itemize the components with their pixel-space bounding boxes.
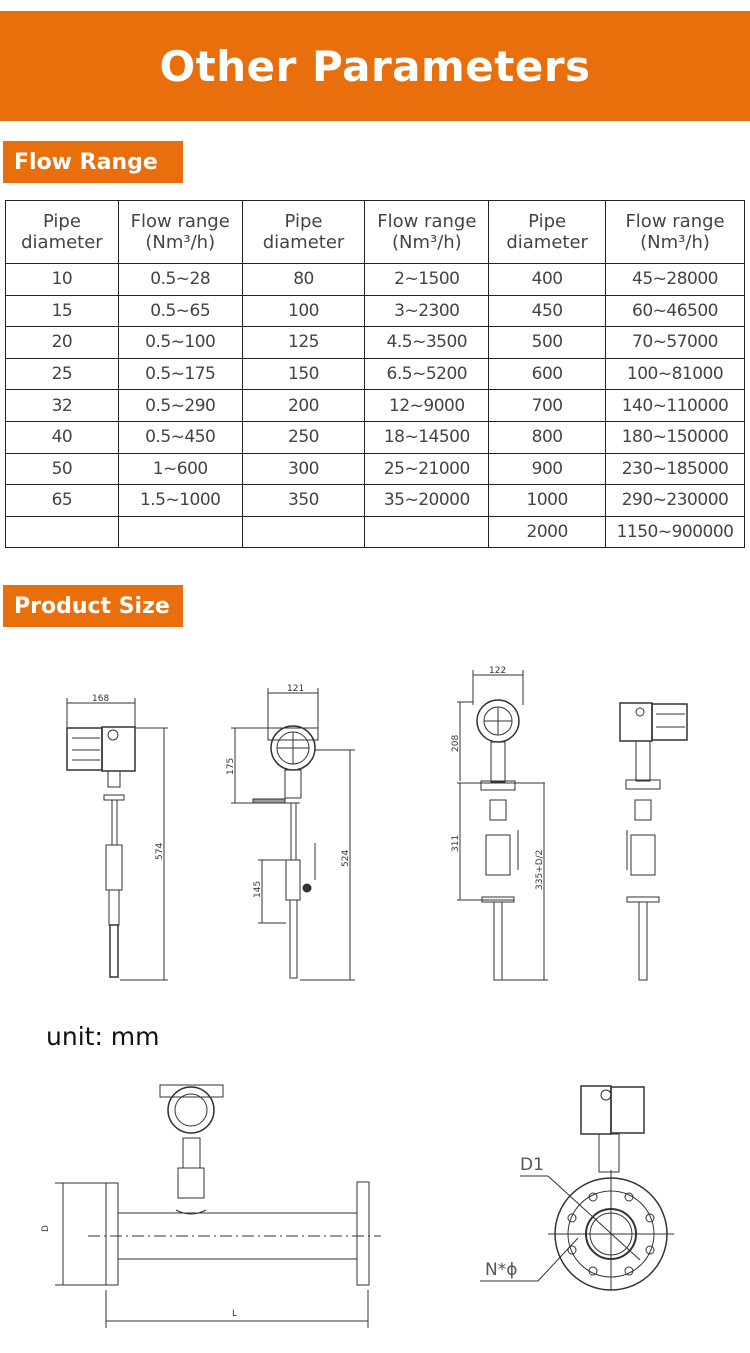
header-pipe-diameter: Pipe diameter	[242, 201, 365, 264]
cell-flow-range: 1.5~1000	[118, 485, 242, 517]
drawing-side-view-4	[620, 703, 687, 980]
cell-flow-range: 1150~900000	[606, 516, 745, 548]
svg-text:311: 311	[451, 834, 461, 852]
cell-pipe-diameter: 125	[242, 327, 365, 359]
cell-flow-range: 70~57000	[606, 327, 745, 359]
drawing-flange-front	[480, 1086, 674, 1290]
svg-text:175: 175	[226, 757, 236, 775]
drawing-side-view-1	[67, 694, 168, 980]
svg-text:574: 574	[155, 842, 165, 860]
cell-pipe-diameter: 20	[6, 327, 119, 359]
cell-pipe-diameter: 10	[6, 264, 119, 296]
section-label-product-size: Product Size	[3, 585, 183, 627]
header-pipe-diameter: Pipe diameter	[489, 201, 606, 264]
cell-pipe-diameter: 80	[242, 264, 365, 296]
svg-text:208: 208	[451, 734, 461, 752]
cell-pipe-diameter: 40	[6, 421, 119, 453]
cell-pipe-diameter: 600	[489, 358, 606, 390]
cell-pipe-diameter: 100	[242, 295, 365, 327]
cell-flow-range: 35~20000	[365, 485, 489, 517]
cell-flow-range: 140~110000	[606, 390, 745, 422]
cell-flow-range: 100~81000	[606, 358, 745, 390]
cell-flow-range: 0.5~175	[118, 358, 242, 390]
header-pipe-diameter: Pipe diameter	[6, 201, 119, 264]
cell-flow-range: 0.5~290	[118, 390, 242, 422]
cell-pipe-diameter: 150	[242, 358, 365, 390]
page-title: Other Parameters	[159, 41, 591, 91]
cell-flow-range: 230~185000	[606, 453, 745, 485]
svg-text:524: 524	[341, 849, 351, 867]
svg-text:D: D	[41, 1225, 51, 1232]
cell-pipe-diameter: 15	[6, 295, 119, 327]
cell-pipe-diameter: 2000	[489, 516, 606, 548]
cell-pipe-diameter: 200	[242, 390, 365, 422]
cell-pipe-diameter: 50	[6, 453, 119, 485]
svg-text:335+D/2: 335+D/2	[535, 849, 545, 890]
cell-flow-range: 12~9000	[365, 390, 489, 422]
svg-text:168: 168	[92, 694, 110, 704]
cell-flow-range: 0.5~450	[118, 421, 242, 453]
cell-flow-range: 25~21000	[365, 453, 489, 485]
drawing-front-view-3	[451, 666, 548, 980]
cell-pipe-diameter: 500	[489, 327, 606, 359]
cell-flow-range: 4.5~3500	[365, 327, 489, 359]
cell-pipe-diameter: 300	[242, 453, 365, 485]
cell-pipe-diameter: 450	[489, 295, 606, 327]
cell-pipe-diameter: 1000	[489, 485, 606, 517]
cell-flow-range: 6.5~5200	[365, 358, 489, 390]
cell-flow-range: 3~2300	[365, 295, 489, 327]
cell-flow-range: 2~1500	[365, 264, 489, 296]
cell-pipe-diameter: 900	[489, 453, 606, 485]
drawing-front-view-2	[226, 684, 355, 980]
cell-flow-range: 180~150000	[606, 421, 745, 453]
cell-flow-range: 0.5~65	[118, 295, 242, 327]
cell-flow-range: 45~28000	[606, 264, 745, 296]
svg-text:D1: D1	[520, 1155, 544, 1175]
header-flow-range: Flow range (Nm³/h)	[118, 201, 242, 264]
cell-pipe-diameter: 32	[6, 390, 119, 422]
svg-text:L: L	[232, 1309, 238, 1319]
svg-text:N*ϕ: N*ϕ	[485, 1260, 518, 1280]
svg-text:122: 122	[489, 666, 507, 676]
cell-pipe-diameter: 25	[6, 358, 119, 390]
header-flow-range: Flow range (Nm³/h)	[365, 201, 489, 264]
cell-pipe-diameter: 700	[489, 390, 606, 422]
svg-text:145: 145	[253, 880, 263, 898]
drawing-pipe-body	[41, 1085, 381, 1328]
svg-text:121: 121	[287, 684, 305, 694]
section-label-flow-range: Flow Range	[3, 141, 183, 183]
cell-pipe-diameter: 400	[489, 264, 606, 296]
unit-label: unit: mm	[46, 1022, 160, 1051]
cell-flow-range: 60~46500	[606, 295, 745, 327]
cell-flow-range: 0.5~100	[118, 327, 242, 359]
cell-flow-range: 0.5~28	[118, 264, 242, 296]
cell-flow-range: 18~14500	[365, 421, 489, 453]
cell-pipe-diameter: 250	[242, 421, 365, 453]
cell-flow-range: 1~600	[118, 453, 242, 485]
header-flow-range: Flow range (Nm³/h)	[606, 201, 745, 264]
cell-pipe-diameter: 800	[489, 421, 606, 453]
cell-pipe-diameter: 65	[6, 485, 119, 517]
cell-pipe-diameter: 350	[242, 485, 365, 517]
cell-flow-range: 290~230000	[606, 485, 745, 517]
